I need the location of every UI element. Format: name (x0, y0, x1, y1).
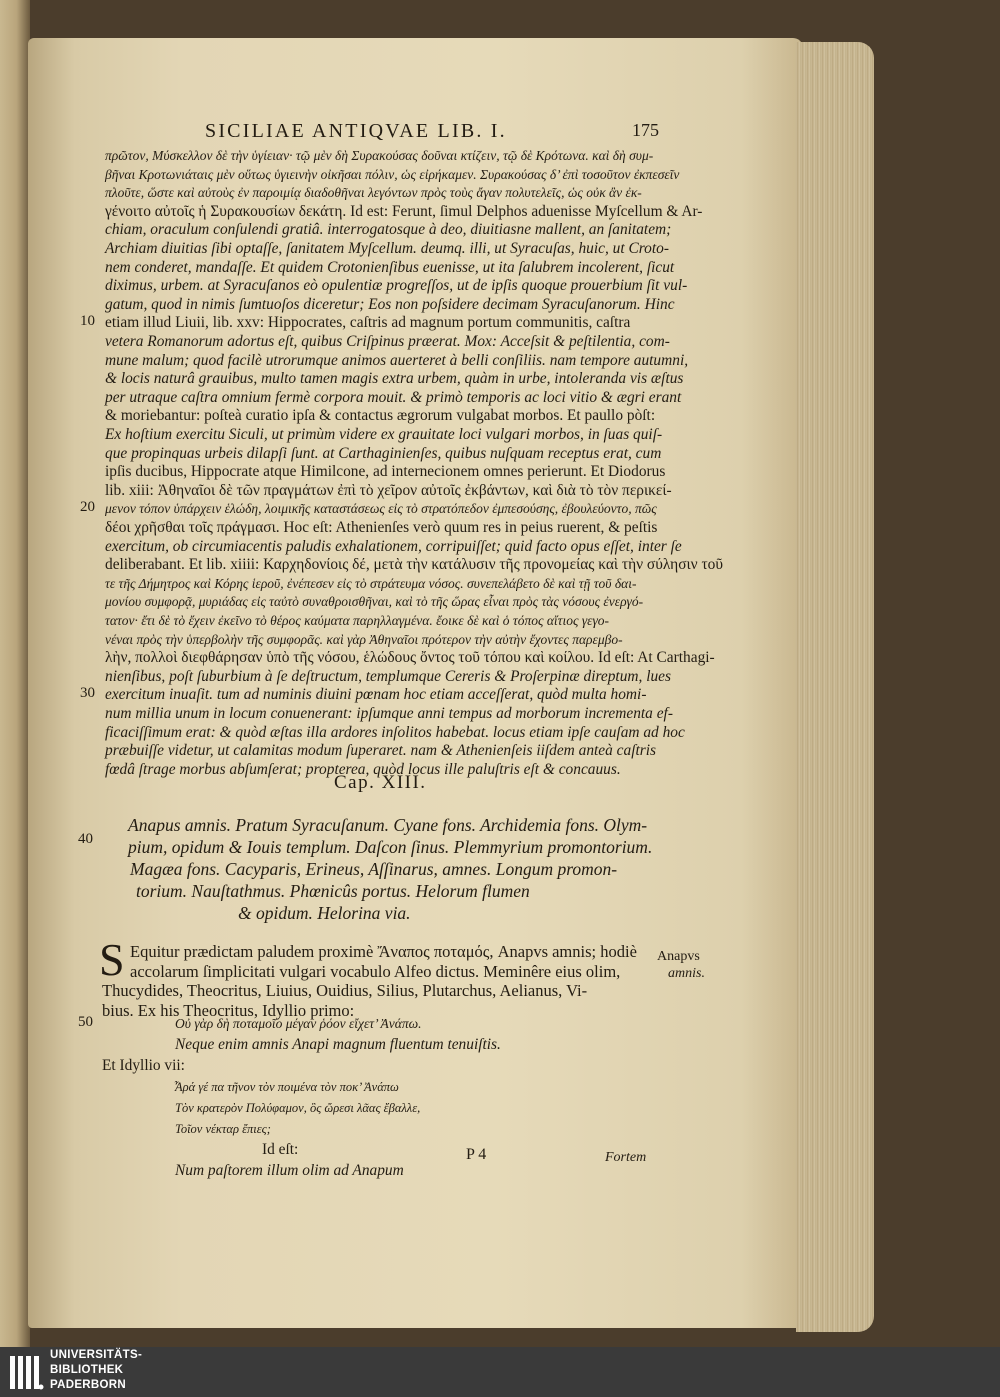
line-number: 30 (80, 685, 95, 702)
text-line: nem conderet, mandaſſe. Et quidem Crotonienſibus euenisse, ut ita ſalubrem incolerent, ſicut (105, 258, 675, 276)
text-line: vetera Romanorum adortus eſt, quibus Criſpinus præerat. Mox: Acceſsit & peſtilentia, com- (105, 333, 670, 350)
library-name (50, 1348, 142, 1393)
text-line: etiam illud Liuii, lib. xxv: Hippocrates, caſtris ad magnum portum communitis, caſtra (105, 314, 631, 332)
chapter-heading: Cap. XIII. (334, 772, 427, 793)
catchword: Fortem (605, 1150, 647, 1165)
text-line: Ex hoſtium exercitu Siculi, ut primùm videre ex grauitate loci vulgari morbos, in ſuas quiſ- (105, 426, 663, 443)
text-line: mune malum; quod facilè utrorumque animos auerteret à belli conſiliis. nam tempore autumni, (105, 351, 689, 369)
line-number: 20 (80, 499, 95, 516)
text-line: lib. xiii: Ἀθηναῖοι δὲ τῶν πραγμάτων ἐπὶ τὸ χεῖρον αὐτοῖς ἐκβάντων, καὶ διὰ τὸ τὸν περικεί- (105, 481, 672, 499)
text-line: τατον· ἔτι δὲ τὸ ἔχειν ἐκεῖνο τὸ θέρος καύματα παρηλλαγμένα. ἔοικε δὲ καὶ ὁ τόπος αἴτιος γεγο- (105, 613, 610, 628)
text-line: μονίου συμφορᾷ, μυριάδας εἰς ταὐτὸ συναθροισθῆναι, καὶ τὸ τῆς ὥρας εἶναι πρὸς τὰς νόσους ἐνεργό- (105, 594, 644, 610)
quote-line: Τὸν κρατερὸν Πολύφαμον, ὃς ὤρεσι λᾶας ἔβαλλε, (175, 1101, 421, 1115)
text-line: βῆναι Κροτωνιάταις μὲν οὕτως ὑγιεινὴν οἰκῆσαι πόλιν, ὡς εἰρήκαμεν. Συρακούσας δ’ ἐπὶ τοσοῦτον ἐκπεσεῖν (105, 166, 680, 182)
text-line: τε τῆς Δήμητρος καὶ Κόρης ἱεροῦ, ἐνέπεσεν εἰς τὸ στράτευμα νόσος. συνεπελάβετο δὲ καὶ τῇ τοῦ δαι- (105, 575, 637, 591)
margin-note-subtitle: amnis. (668, 966, 705, 981)
text-line: fœdâ ſtrage morbus abſumſerat; propterea, quòd locus ille paluſtris eſt & concauus. (105, 760, 621, 778)
text-line: ipſis ducibus, Hippocrate atque Himilcone, ad internecionem omnes perierunt. Et Diodorus (105, 463, 666, 481)
summary-line: pium, opidum & Iouis templum. Daſcon ſinus. Plemmyrium promontorium. (128, 837, 653, 857)
line-number: 50 (78, 1014, 93, 1030)
text-line: λὴν, πολλοὶ διεφθάρησαν ὑπὸ τῆς νόσου, ἑλώδους ὄντος τοῦ τόπου καὶ κοίλου. Id eſt: At Carthagi- (105, 649, 715, 667)
text-line: nienſibus, poſt ſuburbium à ſe deſtructum, templumque Cereris & Proſerpinæ direptum, lues (105, 667, 671, 685)
library-name-line3: PADERBORN (50, 1379, 126, 1391)
text-line: ficaciſſimum erat: & quòd æſtas illa ardores inſolitos habebat. locus etiam ipſe cauſam ad hoc (105, 723, 685, 741)
text-line: νέναι πρὸς τὴν ὑπερβολὴν τῆς συμφορᾶς. καὶ γὰρ Ἀθηναῖοι πρότερον τὴν αὐτὴν ἔχοντες παρεμβο- (105, 631, 623, 647)
text-line: πρῶτον, Μύσκελλον δὲ τὴν ὑγίειαν· τῷ μὲν δὴ Συρακούσας δοῦναι κτίζειν, τῷ δὲ Κρότωνα. καὶ δὴ συμ- (105, 148, 654, 163)
text-line: μενον τόπον ὑπάρχειν ἑλώδη, λοιμικῆς καταστάσεως εἰς τὸ στρατόπεδον ἐμπεσούσης, ἐβουλεύοντο, πῶς (105, 501, 657, 517)
text-line: deliberabant. Et lib. xiiii: Καρχηδονίοις δέ, μετὰ τὴν κατάλυσιν τῆς προνομείας καὶ τὴν σύλησιν τοῦ (105, 556, 723, 574)
text-line: præbuiſſe videtur, ut calamitas modum ſuperaret. nam & Athenienſeis iiſdem anteà caſtris (105, 742, 657, 760)
text-line: exercitum inuaſit. tum ad numinis diuini pœnam hoc etiam acceſſerat, quòd multa homi- (105, 686, 647, 704)
summary-line: & opidum. Helorina via. (238, 903, 411, 923)
text-line: δέοι χρῆσθαι τοῖς πράγμασι. Hoc eſt: Athenienſes verò quum res in peius ruerent, & peſtis (105, 519, 658, 536)
running-head: SICILIAE ANTIQVAE LIB. I. (205, 120, 507, 142)
library-name-line2: BIBLIOTHEK (50, 1364, 124, 1376)
text-line: gatum, quod in nimis ſumtuoſos diceretur; Eos non poſsidere decimam Syracuſanorum. Hinc (105, 295, 675, 313)
summary-line: Magæa fons. Cacyparis, Erineus, Aſſinarus, amnes. Longum promon- (130, 859, 618, 879)
text-line: & locis naturâ grauibus, multo tamen magis extra urbem, quàm in urbe, intoleranda vis æſtus (105, 370, 684, 388)
page-number: 175 (632, 120, 659, 140)
quote-line: Id eſt: (262, 1141, 299, 1158)
text-line: num millia unum in locum conuenerant: ipſumque anni tempus ad morborum incrementa ef- (105, 705, 673, 722)
text-line: πλοῦτε, ὥστε καὶ αὐτοὺς ἐν παροιμίᾳ διαδοθῆναι λεγόντων πρὸς τοὺς ἄγαν πολυτελεῖς, ὡς οὐκ ἂν ἐκ- (105, 185, 642, 201)
summary-line: Anapus amnis. Pratum Syracuſanum. Cyane fons. Archidemia fons. Olym- (128, 815, 648, 835)
margin-note-title: Anapvs (657, 949, 700, 964)
quote-line: Num paſtorem illum olim ad Anapum (175, 1162, 404, 1179)
text-line: que propinquas urbeis dilapſi ſunt. at Carthaginienſes, quibus nuſquam receptus erat, cum (105, 444, 662, 462)
library-footer (0, 1347, 1000, 1397)
text-line: chiam, oraculum conſulendi gratiâ. interrogatosque à deo, diuitiasne mallent, an ſanitatem; (105, 221, 672, 239)
text-line: exercitum, ob circumiacentis paludis exhalationem, corripuiſſet; quid facto opus eſſet, inter ſe (105, 537, 682, 555)
text-line: & moriebantur: poſteà curatio ipſa & contactus ægrorum vulgabat morbos. Et paullo pòſt: (105, 407, 656, 425)
line-number: 10 (80, 313, 95, 330)
drop-capital: S (99, 934, 125, 985)
text-line: per utraque caſtra omnium fermè corpora mouit. & primò temporis ac loci vitio & ægri erant (105, 388, 682, 406)
quote-line: Τοῖον νέκταρ ἔπιες; (175, 1122, 271, 1136)
signature-mark: P 4 (466, 1146, 487, 1163)
text-line: γένοιτο αὐτοῖς ἡ Συρακουσίων δεκάτη. Id est: Ferunt, ſimul Delphos aduenisse Myſcellum & Ar- (105, 202, 703, 220)
body-line: bius. Ex his Theocritus, Idyllio primo: (102, 1000, 355, 1020)
body-line: Equitur prædictam paludem proximè Ἄναπος ποταμός, Anapvs amnis; hodiè (130, 942, 637, 961)
summary-line: torium. Nauſtathmus. Phœnicûs portus. Helorum flumen (136, 881, 530, 901)
quote-line: Οὐ γὰρ δὴ ποταμοῖο μέγαν ῥόον εἴχετ’ Ἀνάπω. (175, 1016, 422, 1031)
line-number: 40 (78, 831, 93, 847)
quote-line: Neque enim amnis Anapi magnum fluentum tenuiſtis. (175, 1036, 501, 1053)
body-line: accolarum ſimplicitati vulgari vocabulo Alfeo dictus. Meminêre eius olim, (130, 961, 621, 981)
library-logo-icon (8, 1353, 44, 1391)
text-line: diximus, urbem. at Syracuſanos eò opulentiæ progreſſos, ut de ipſis quoque prouerbium ſit vul- (105, 277, 688, 295)
body-line: Thucydides, Theocritus, Liuius, Ouidius, Silius, Plutarchus, Aelianus, Vi- (102, 981, 588, 1000)
library-name-line1: UNIVERSITÄTS- (50, 1349, 143, 1361)
text-line: Archiam diuitias ſibi optaſſe, ſanitatem Myſcellum. deumq. illi, ut Syracuſas, huic, ut Croto- (105, 240, 669, 257)
quote-line: Et Idyllio vii: (102, 1057, 185, 1074)
quote-line: Ἆρά γέ πα τῆνον τὸν ποιμένα τὸν ποκ’ Ἀνάπω (175, 1080, 399, 1094)
